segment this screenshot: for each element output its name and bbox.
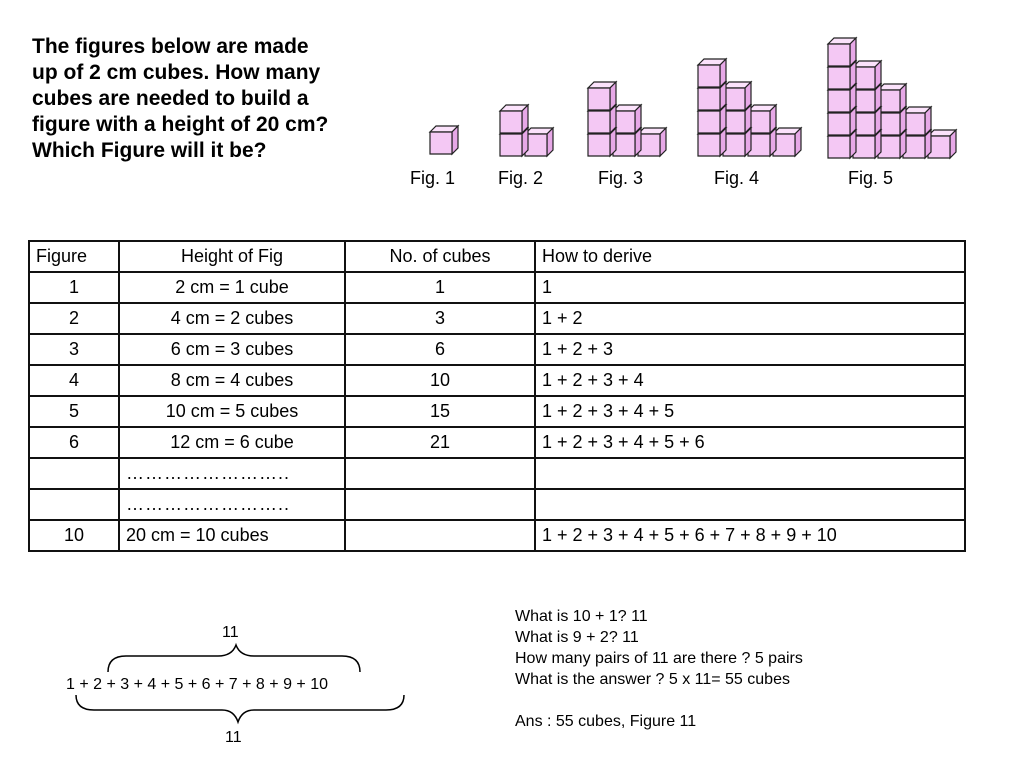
- cell-height: ……………………..: [119, 489, 345, 520]
- cell-derive: 1 + 2: [535, 303, 965, 334]
- question-line: up of 2 cm cubes. How many: [32, 61, 321, 84]
- question-line: figure with a height of 20 cm?: [32, 113, 329, 136]
- cell-cubes: 21: [345, 427, 535, 458]
- top-pair-sum: 11: [222, 624, 239, 641]
- cell-height: 10 cm = 5 cubes: [119, 396, 345, 427]
- cell-height: 8 cm = 4 cubes: [119, 365, 345, 396]
- header-cubes: No. of cubes: [345, 241, 535, 272]
- fig-5-label: Fig. 5: [848, 168, 894, 188]
- fig-1-label: Fig. 1: [410, 168, 456, 188]
- header-derive: How to derive: [535, 241, 965, 272]
- cell-figure: 5: [29, 396, 119, 427]
- header-height: Height of Fig: [119, 241, 345, 272]
- cell-figure: 4: [29, 365, 119, 396]
- fig-4-label: Fig. 4: [714, 168, 760, 188]
- question-line: cubes are needed to build a: [32, 87, 309, 110]
- cell-height: 20 cm = 10 cubes: [119, 520, 345, 551]
- bottom-pair-sum: 11: [225, 729, 242, 746]
- cell-derive: 1 + 2 + 3 + 4 + 5: [535, 396, 965, 427]
- fig-3-label: Fig. 3: [598, 168, 644, 188]
- answer-line-4: What is the answer ? 5 x 11= 55 cubes: [515, 671, 790, 688]
- cell-derive: 1 + 2 + 3 + 4 + 5 + 6 + 7 + 8 + 9 + 10: [535, 520, 965, 551]
- cell-cubes: 6: [345, 334, 535, 365]
- cell-figure: 10: [29, 520, 119, 551]
- question-line: Which Figure will it be?: [32, 139, 267, 162]
- cell-cubes: 1: [345, 272, 535, 303]
- cell-derive: 1: [535, 272, 965, 303]
- cell-figure: 2: [29, 303, 119, 334]
- cell-cubes: 3: [345, 303, 535, 334]
- cell-figure: 3: [29, 334, 119, 365]
- cell-height: 6 cm = 3 cubes: [119, 334, 345, 365]
- top-brace: [108, 645, 360, 672]
- final-answer: Ans : 55 cubes, Figure 11: [515, 713, 697, 730]
- spacer: [515, 690, 803, 711]
- cell-height: 12 cm = 6 cube: [119, 427, 345, 458]
- cell-figure: 6: [29, 427, 119, 458]
- bottom-brace: [76, 695, 404, 722]
- question-line: The figures below are made: [32, 35, 309, 58]
- answer-line-1: What is 10 + 1? 11: [515, 608, 648, 625]
- cell-height: ……………………..: [119, 458, 345, 489]
- cell-derive: 1 + 2 + 3 + 4 + 5 + 6: [535, 427, 965, 458]
- cell-cubes: 10: [345, 365, 535, 396]
- header-figure: Figure: [29, 241, 119, 272]
- cell-figure: 1: [29, 272, 119, 303]
- answer-line-3: How many pairs of 11 are there ? 5 pairs: [515, 650, 803, 667]
- cell-derive: 1 + 2 + 3: [535, 334, 965, 365]
- cell-height: 4 cm = 2 cubes: [119, 303, 345, 334]
- cell-cubes: 15: [345, 396, 535, 427]
- cell-height: 2 cm = 1 cube: [119, 272, 345, 303]
- cell-derive: 1 + 2 + 3 + 4: [535, 365, 965, 396]
- answer-line-2: What is 9 + 2? 11: [515, 629, 639, 646]
- number-sequence: 1 + 2 + 3 + 4 + 5 + 6 + 7 + 8 + 9 + 10: [66, 676, 328, 693]
- answer-block: [515, 606, 803, 732]
- fig-2-label: Fig. 2: [498, 168, 544, 188]
